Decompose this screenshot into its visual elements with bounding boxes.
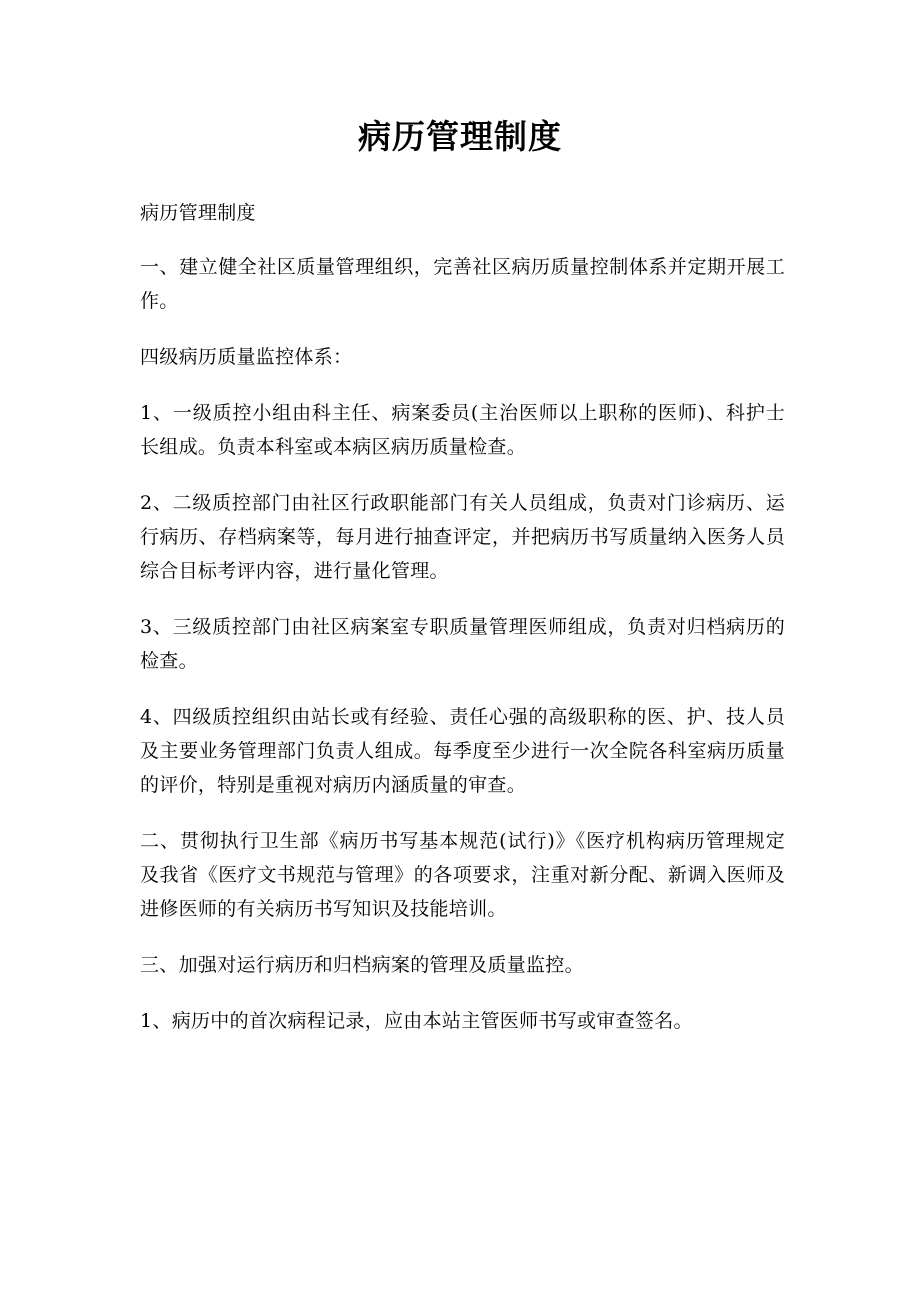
paragraph-level-4: 4、四级质控组织由站长或有经验、责任心强的高级职称的医、护、技人员及主要业务管理部门负责人组成。每季度至少进行一次全院各科室病历质量的评价，特别是重视对病历内涵质量的审查。 [140,706,785,796]
paragraph-section-3: 三、加强对运行病历和归档病案的管理及质量监控。 [140,954,584,976]
paragraph-section-2: 二、贯彻执行卫生部《病历书写基本规范(试行)》《医疗机构病历管理规定 及我省《医疗文书规范与管理》的各项要求，注重对新分配、新调入医师及进修医师的有关病历书写知识及技能培训。 [140,830,811,920]
paragraph-item-1: 1、病历中的首次病程记录，应由本站主管医师书写或审查签名。 [140,1010,693,1032]
document-title: 病历管理制度 [358,117,562,156]
paragraph-level-2: 2、二级质控部门由社区行政职能部门有关人员组成，负责对门诊病历、运行病历、存档病案等，每月进行抽查评定，并把病历书写质量纳入医务人员综合目标考评内容，进行量化管理。 [140,492,785,582]
paragraph-level-1: 1、一级质控小组由科主任、病案委员(主治医师以上职称的医师)、科护士长组成。负责本科室或本病区病历质量检查。 [140,402,785,458]
document-body [140,196,811,1060]
paragraph-section-1: 一、建立健全社区质量管理组织，完善社区病历质量控制体系并定期开展工作。 [140,256,785,312]
paragraph-subtitle: 病历管理制度 [140,202,256,224]
paragraph-level-3: 3、三级质控部门由社区病案室专职质量管理医师组成，负责对归档病历的检查。 [140,616,785,672]
paragraph-system-heading: 四级病历质量监控体系： [140,346,353,368]
